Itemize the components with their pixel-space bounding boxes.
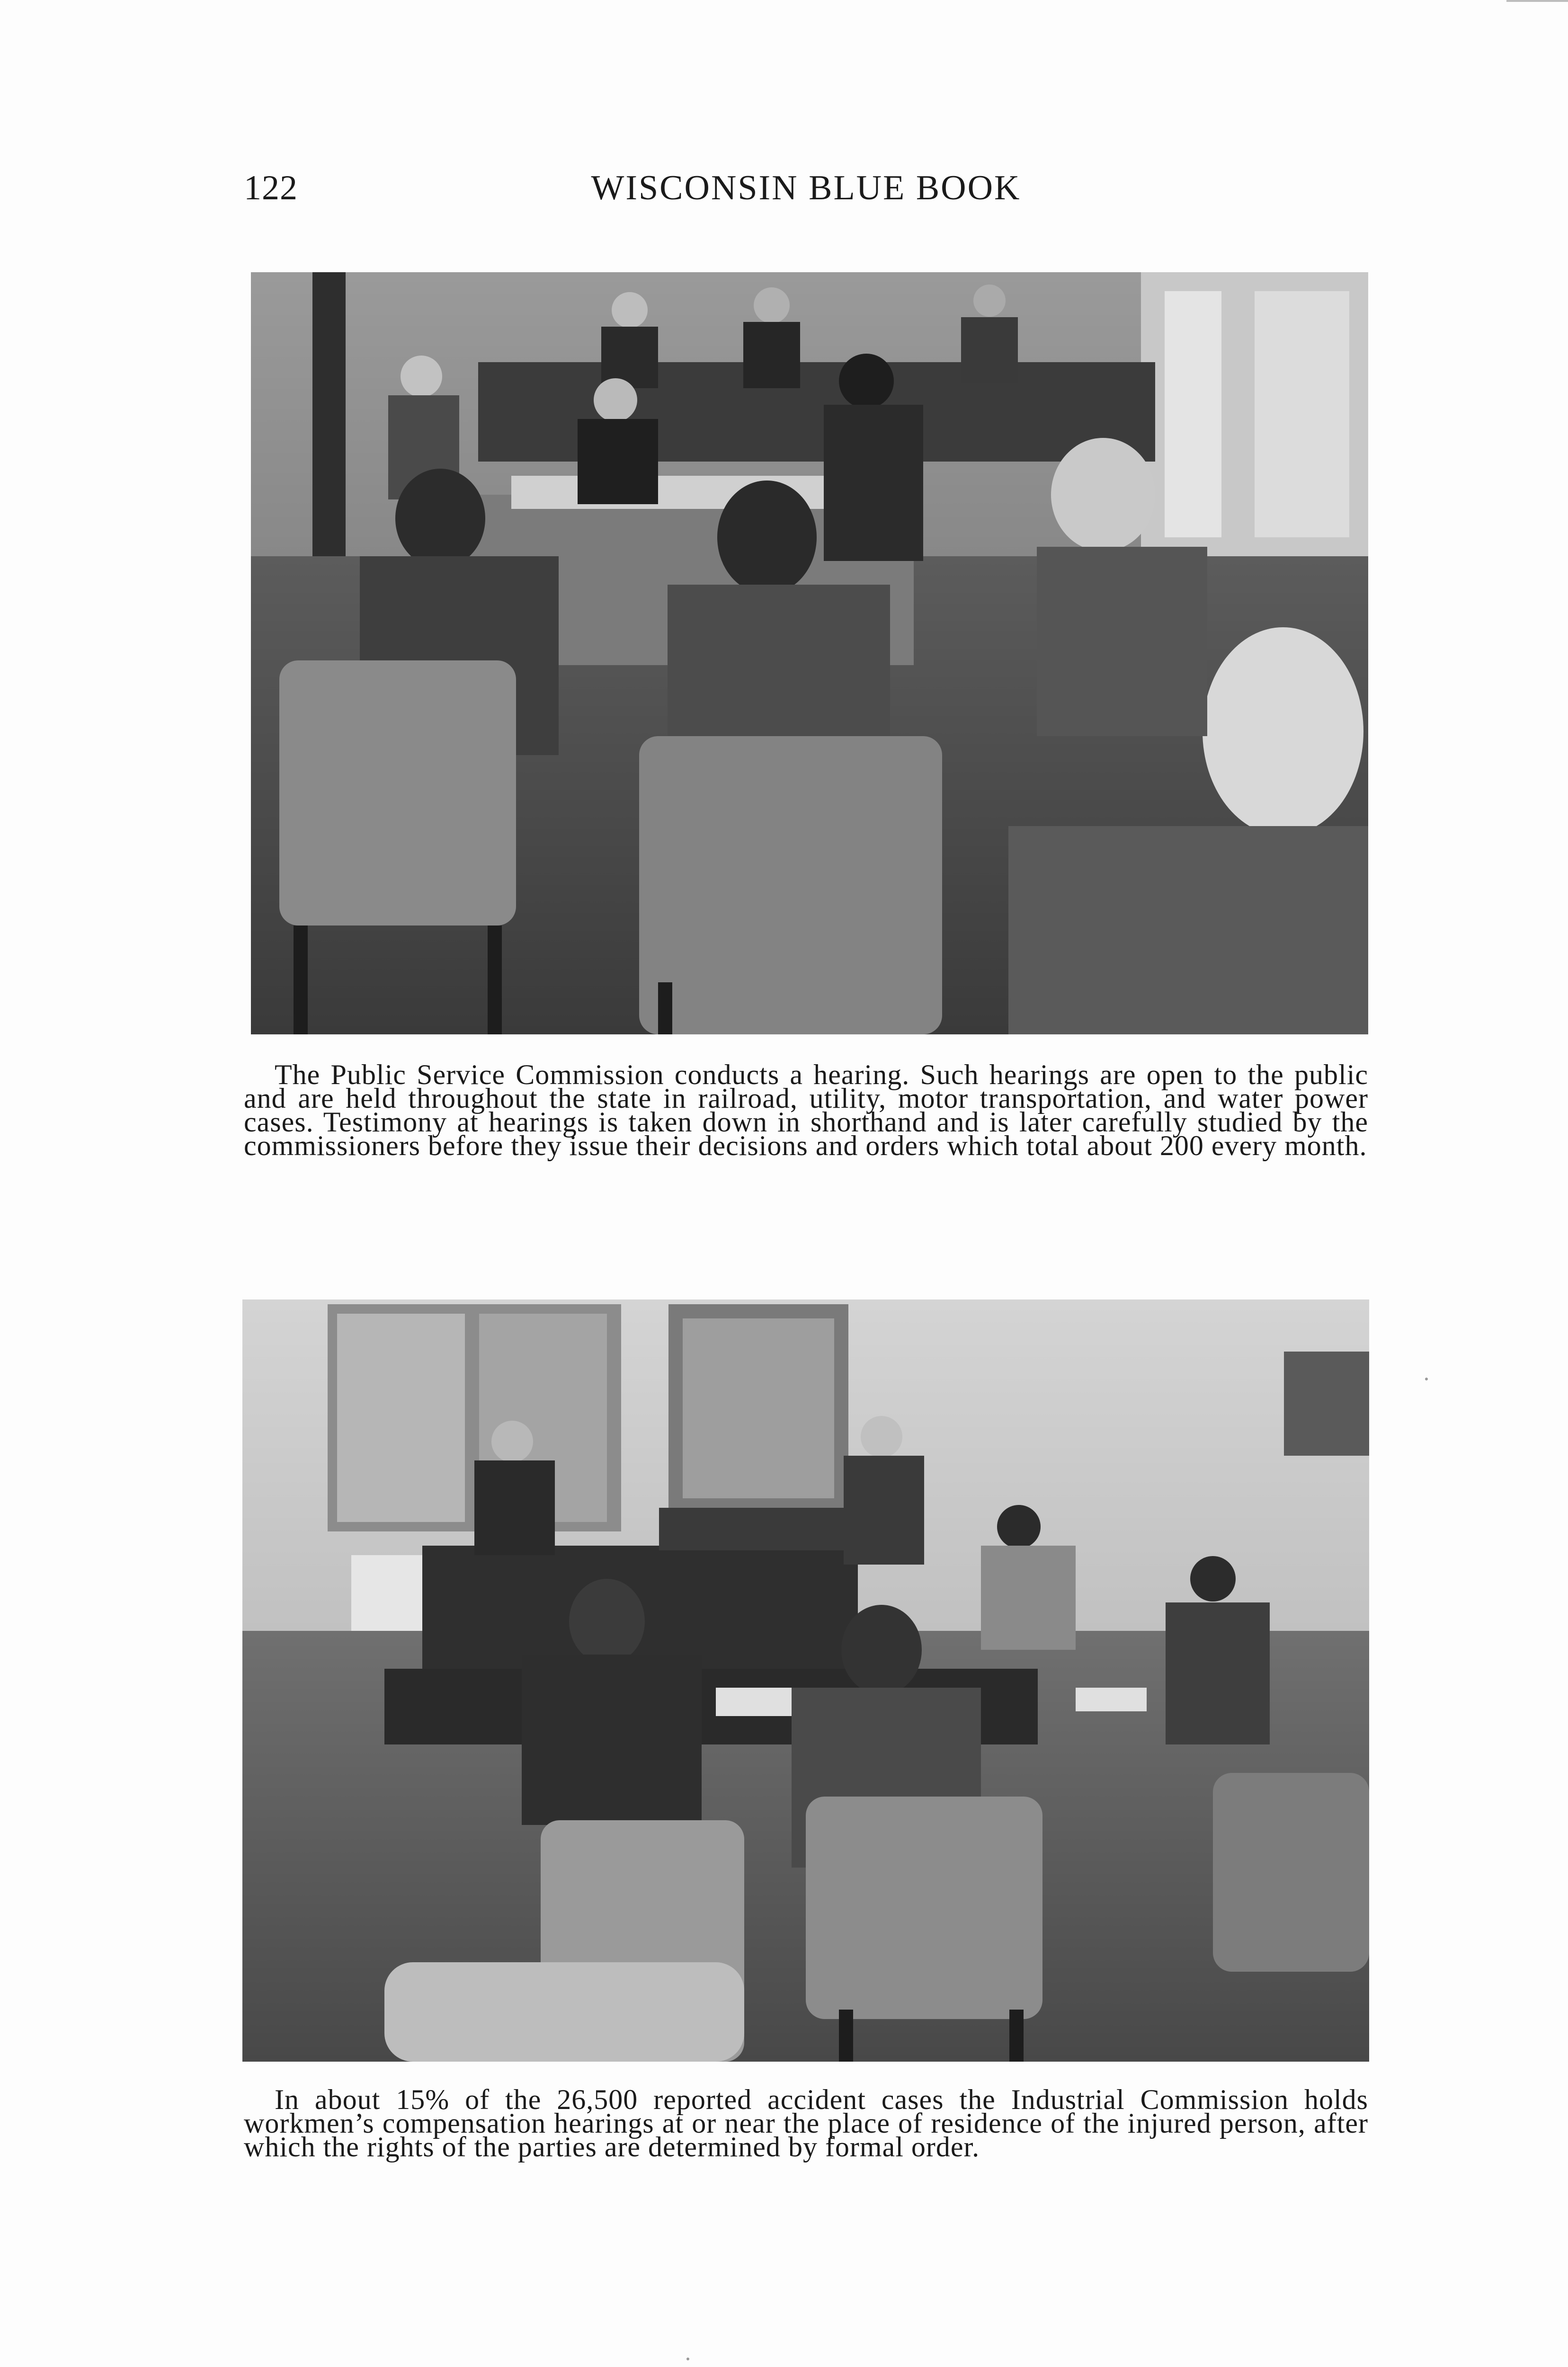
scan-speck bbox=[686, 2358, 689, 2360]
scan-speck bbox=[1425, 1378, 1428, 1380]
hearing-photo-public-service-commission bbox=[251, 272, 1368, 1034]
page-number: 122 bbox=[244, 169, 298, 207]
running-title: WISCONSIN BLUE BOOK bbox=[591, 169, 1021, 207]
hearing-photo-illustration bbox=[242, 1299, 1369, 2062]
hearing-photo-illustration bbox=[251, 272, 1368, 1034]
hearing-photo-industrial-commission bbox=[242, 1299, 1369, 2062]
page-header bbox=[244, 168, 1368, 211]
figure-caption: The Public Service Commission conducts a hearing. Such hearings are open to the public and are held throughout the state in railroad, utility, motor transportation, and water power cases. Testimony at hearings is taken down in shorthand and is later carefully studied by the commissioners before they issue their decisions and orders which total about 200 every month. bbox=[244, 1059, 1368, 1161]
scan-edge-line bbox=[1506, 0, 1568, 2]
figure-caption: In about 15% of the 26,500 reported accident cases the Industrial Commission holds workmen’s compensation hearings at or near the place of residence of the injured person, after which the rights of the parties are determined by formal order. bbox=[244, 2084, 1368, 2162]
